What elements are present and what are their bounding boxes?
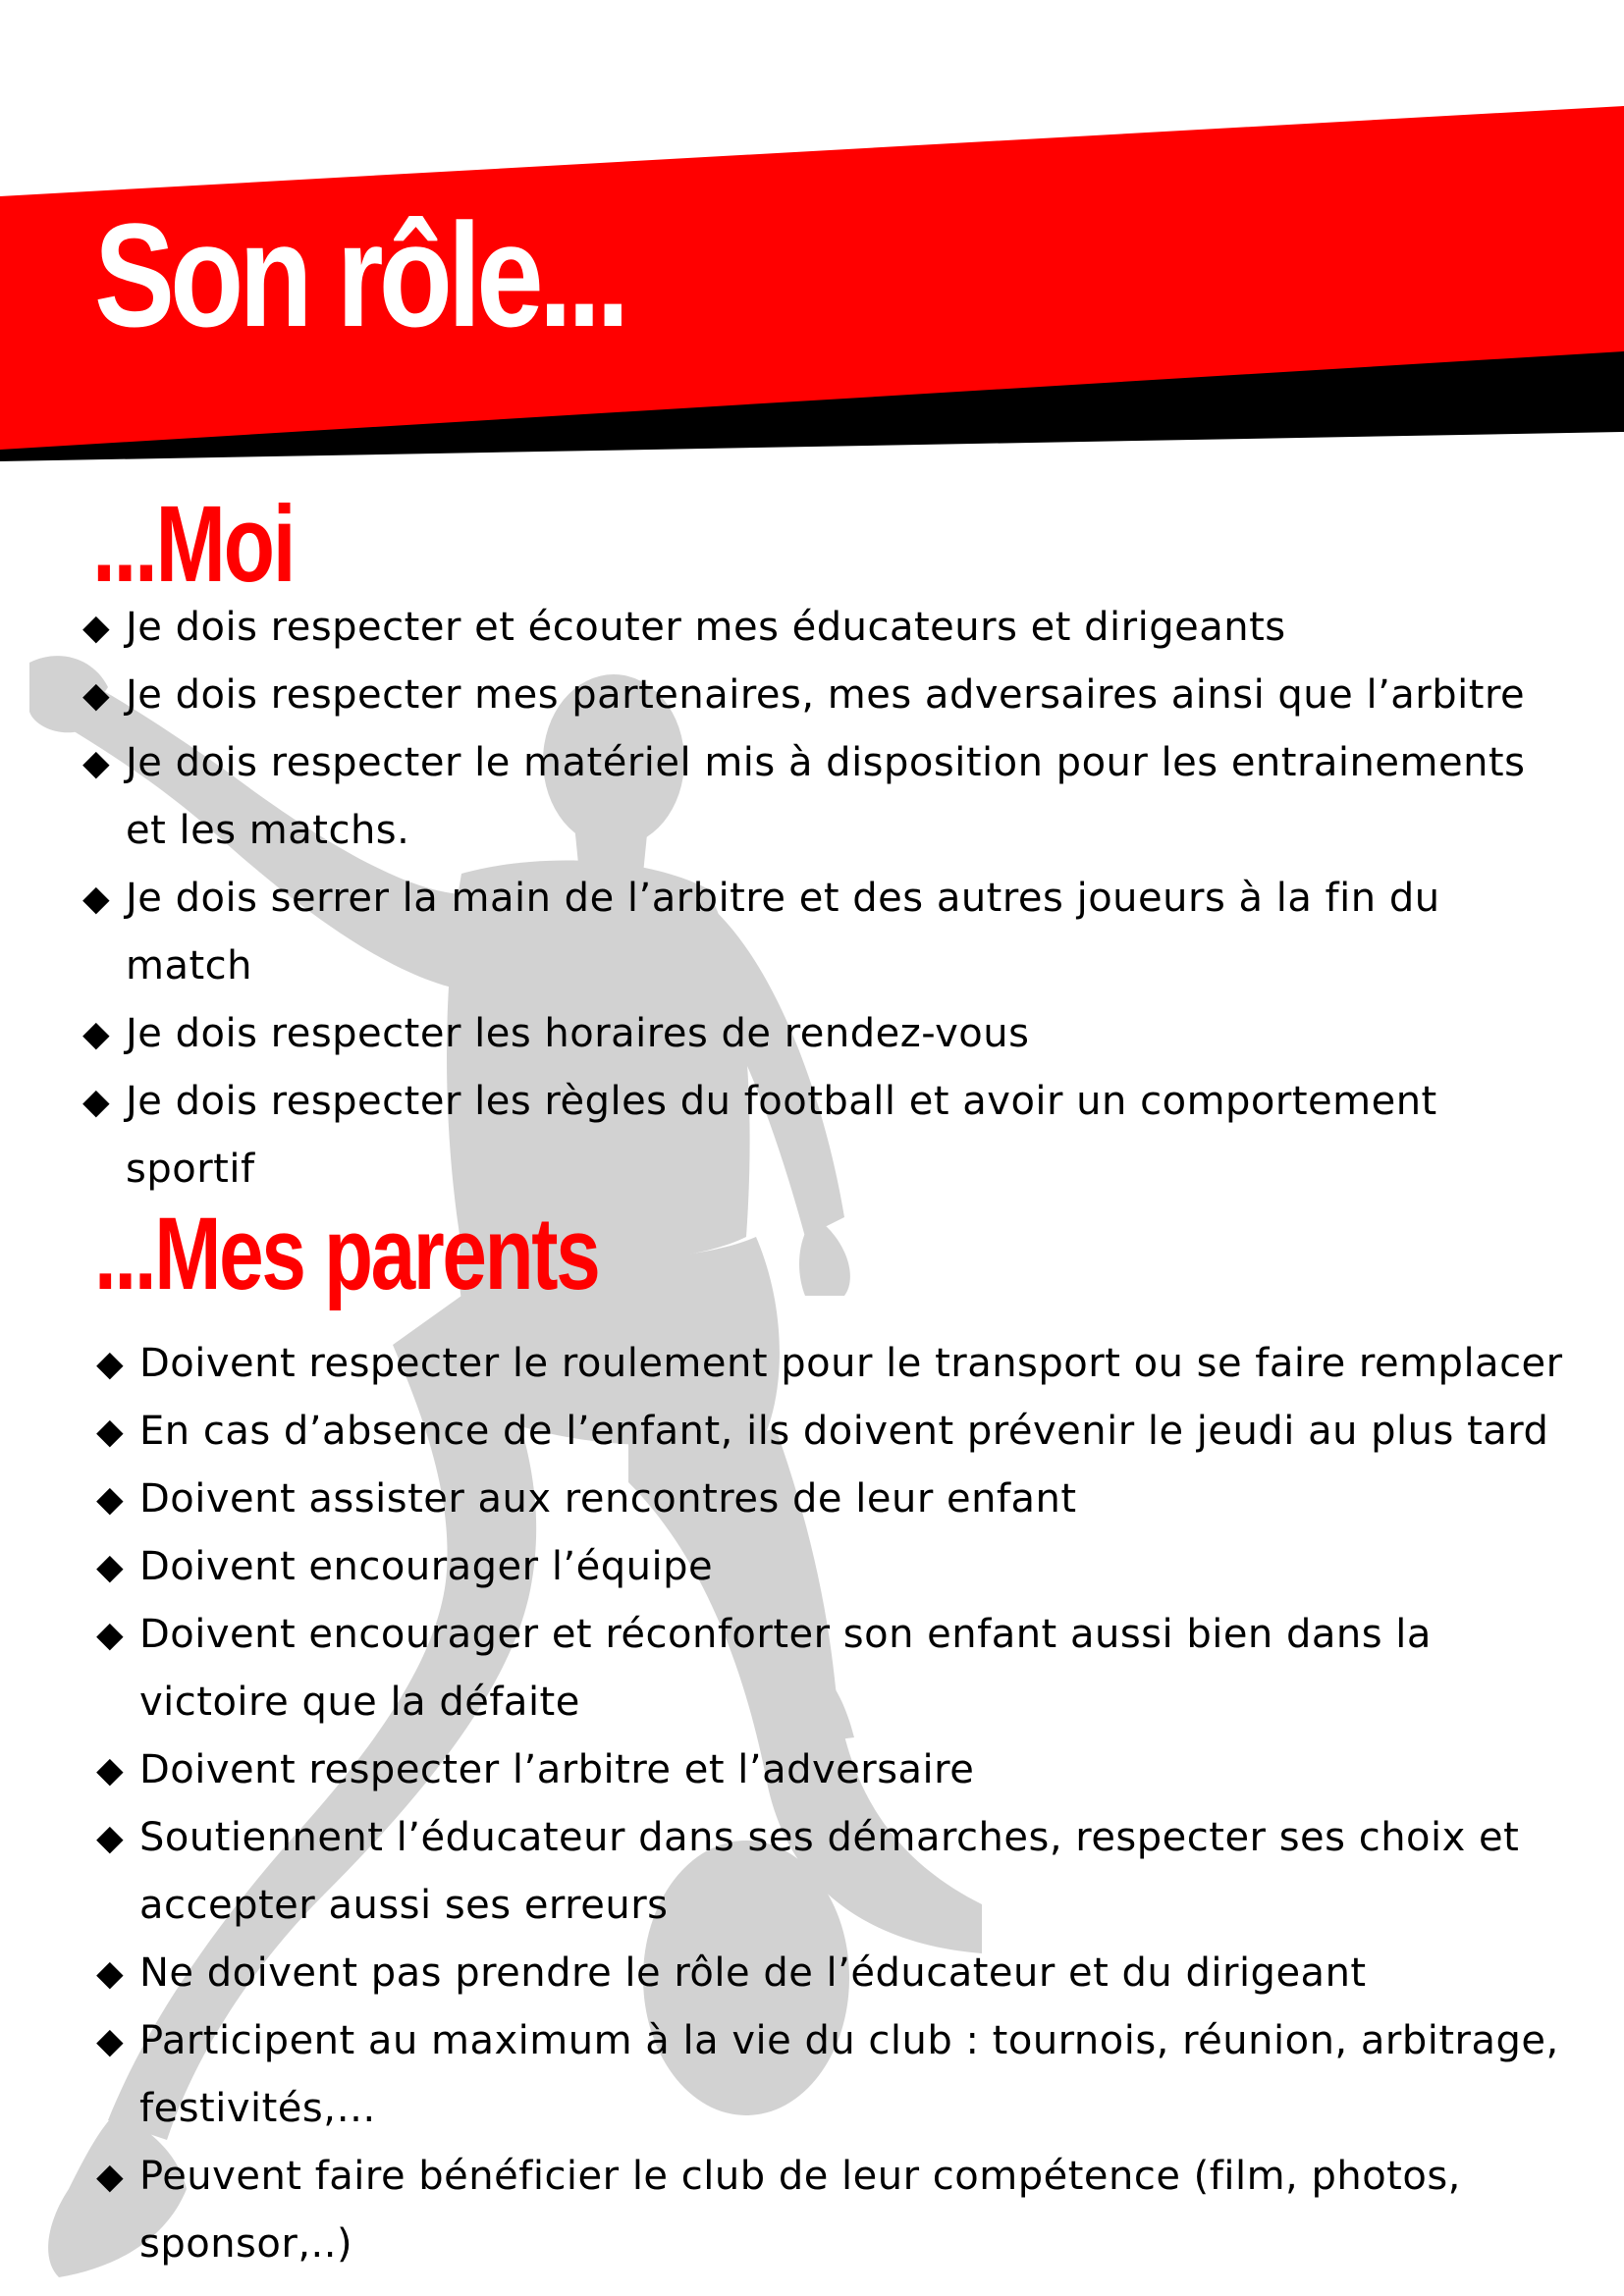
list-item-text: Doivent encourager et réconforter son enfant aussi bien dans la victoire que la défaite — [139, 1612, 1432, 1725]
diamond-bullet-icon: ◆ — [96, 1344, 125, 1384]
list-item — [90, 1533, 1583, 1601]
diamond-bullet-icon: ◆ — [82, 1082, 111, 1122]
list-item-text: Ne doivent pas prendre le rôle de l’éducateur et du dirigeant — [139, 1950, 1367, 1996]
list-item — [90, 2143, 1583, 2278]
diamond-bullet-icon: ◆ — [96, 1412, 125, 1452]
diamond-bullet-icon: ◆ — [96, 1615, 125, 1655]
list-item-text: Participent au maximum à la vie du club : tournois, réunion, arbitrage, festivités,… — [139, 2018, 1559, 2131]
list-item — [90, 1601, 1583, 1736]
list-item — [77, 1068, 1569, 1203]
diamond-bullet-icon: ◆ — [96, 1750, 125, 1790]
diamond-bullet-icon: ◆ — [96, 1479, 125, 1520]
list-item — [77, 865, 1569, 1000]
list-item — [90, 1398, 1583, 1466]
list-item-text: Doivent assister aux rencontres de leur enfant — [139, 1476, 1077, 1522]
list-item-text: Je dois serrer la main de l’arbitre et des autres joueurs à la fin du match — [126, 876, 1440, 988]
diamond-bullet-icon: ◆ — [96, 2157, 125, 2197]
list-item — [90, 1736, 1583, 1804]
list-item-text: Doivent respecter le roulement pour le transport ou se faire remplacer — [139, 1341, 1563, 1386]
diamond-bullet-icon: ◆ — [96, 2021, 125, 2061]
section-heading-moi: ...Moi — [92, 484, 295, 605]
list-item — [90, 1330, 1583, 1398]
rules-list-parents — [90, 1330, 1583, 2278]
diamond-bullet-icon: ◆ — [82, 879, 111, 919]
list-item-text: En cas d’absence de l’enfant, ils doivent prévenir le jeudi au plus tard — [139, 1409, 1549, 1454]
list-item — [90, 1940, 1583, 2007]
list-item-text: Je dois respecter les horaires de rendez-vous — [126, 1011, 1030, 1056]
list-item-text: Doivent respecter l’arbitre et l’adversaire — [139, 1747, 975, 1792]
list-item-text: Doivent encourager l’équipe — [139, 1544, 714, 1589]
list-item-text: Peuvent faire bénéficier le club de leur compétence (film, photos, sponsor,..) — [139, 2154, 1461, 2267]
list-item-text: Je dois respecter mes partenaires, mes adversaires ainsi que l’arbitre — [126, 672, 1526, 718]
page-title: Son rôle... — [94, 192, 625, 357]
diamond-bullet-icon: ◆ — [82, 608, 111, 648]
rules-list-moi — [77, 594, 1569, 1203]
diamond-bullet-icon: ◆ — [96, 1953, 125, 1994]
list-item — [77, 729, 1569, 865]
diamond-bullet-icon: ◆ — [96, 1547, 125, 1587]
diamond-bullet-icon: ◆ — [96, 1818, 125, 1858]
list-item — [77, 1000, 1569, 1068]
list-item-text: Soutiennent l’éducateur dans ses démarches, respecter ses choix et accepter aussi ses erreurs — [139, 1815, 1520, 1928]
list-item-text: Je dois respecter et écouter mes éducateurs et dirigeants — [126, 605, 1286, 650]
list-item-text: Je dois respecter le matériel mis à disposition pour les entrainements et les matchs. — [126, 740, 1526, 853]
list-item — [90, 2007, 1583, 2143]
list-item — [90, 1804, 1583, 1940]
diamond-bullet-icon: ◆ — [82, 675, 111, 716]
list-item — [77, 594, 1569, 662]
list-item — [77, 662, 1569, 729]
section-heading-parents: ...Mes parents — [94, 1197, 599, 1311]
diamond-bullet-icon: ◆ — [82, 743, 111, 783]
list-item-text: Je dois respecter les règles du football et avoir un comportement sportif — [126, 1079, 1437, 1192]
list-item — [90, 1466, 1583, 1533]
diamond-bullet-icon: ◆ — [82, 1014, 111, 1054]
